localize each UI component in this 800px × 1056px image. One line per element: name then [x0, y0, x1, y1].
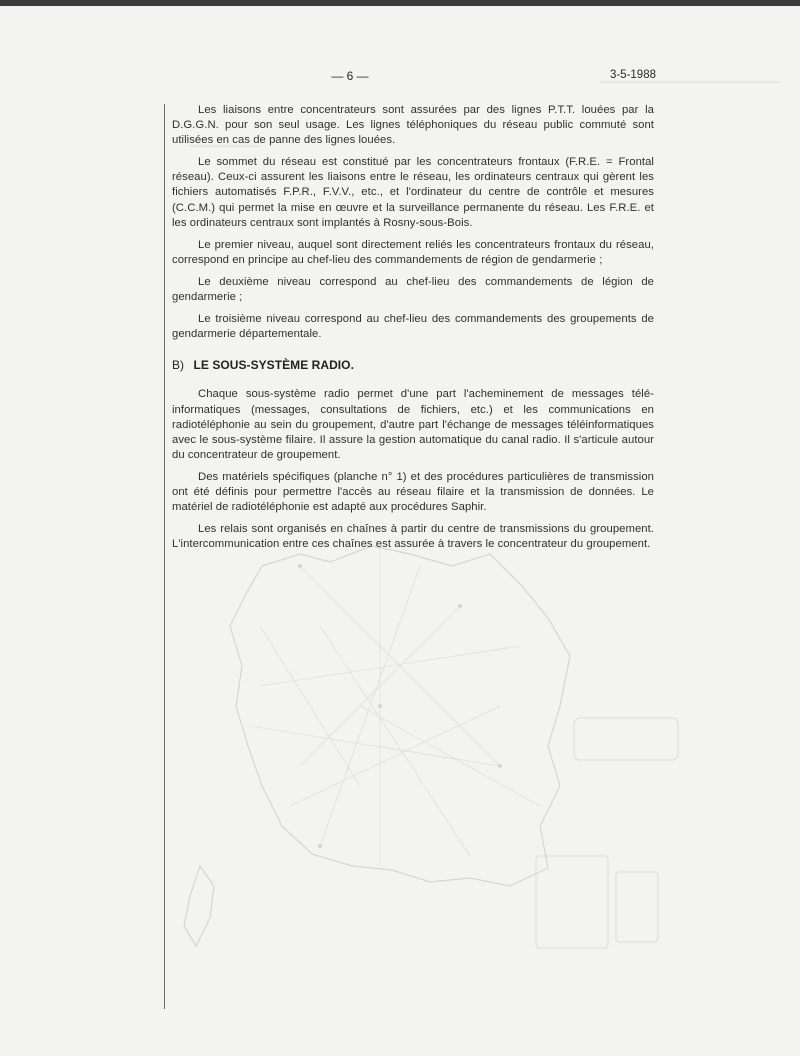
page-date: 3-5-1988	[609, 69, 656, 81]
margin-rule	[164, 104, 165, 1009]
paragraph-deuxieme-niveau: Le deuxième niveau correspond au chef-lieu des commandements de légion de gendarmerie ;	[172, 275, 654, 304]
paragraph-liaisons: Les liaisons entre concentrateurs sont assurées par des lignes P.T.T. louées par la D.G.G.N. pour son seul usage. Les lignes téléphoniques du réseau public commuté sont utilisées en cas de panne des lignes louées.	[172, 104, 654, 147]
section-heading-b	[172, 358, 654, 373]
document-page	[0, 6, 800, 1056]
section-letter: B)	[172, 358, 185, 373]
paragraph-materiels: Des matériels spécifiques (planche n° 1) et des procédures particulières de transmission ont été définis pour permettre l'accès au réseau filaire et la transmission de données. Le matériel de radiotéléphonie est adapté aux procédures Saphir.	[172, 470, 654, 514]
body-text	[172, 103, 654, 559]
paragraph-premier-niveau: Le premier niveau, auquel sont directement reliés les concentrateurs frontaux du réseau, correspond en principe au chef-lieu des commandements de région de gendarmerie ;	[172, 238, 654, 266]
paragraph-relais: Les relais sont organisés en chaînes à partir du centre de transmissions du groupement. L'intercommunication entre ces chaînes est assurée à travers le concentrateur du groupement.	[172, 523, 654, 551]
page-number: — 6 —	[331, 69, 369, 83]
paragraph-troisieme-niveau: Le troisième niveau correspond au chef-lieu des commandements des groupements de gendarmerie départementale.	[172, 313, 654, 341]
paragraph-sous-systeme-radio: Chaque sous-système radio permet d'une part l'acheminement de messages télé-informatiques (messages, consultations de fichiers, etc.) et les communications en radiotéléphonie au sein du groupement, d'autre part l'échange de messages téléinformatiques avec le sous-système filaire. Il assure la gestion automatique du canal radio. Il s'articule autour du concentrateur de groupement.	[172, 388, 654, 461]
paragraph-sommet-reseau: Le sommet du réseau est constitué par les concentrateurs frontaux (F.R.E. = Frontal réseau). Ceux-ci assurent les liaisons entre le réseau, les ordinateurs centraux qui gèrent les fichiers automatisés F.P.R., F.V.V., etc., et l'ordinateur du centre de contrôle et mesures (C.C.M.) qui permet la mise en œuvre et la surveillance permanente du réseau. Les F.R.E. et les ordinateurs centraux sont implantés à Rosny-sous-Bois.	[172, 156, 654, 229]
section-title: LE SOUS-SYSTÈME RADIO.	[193, 358, 354, 373]
